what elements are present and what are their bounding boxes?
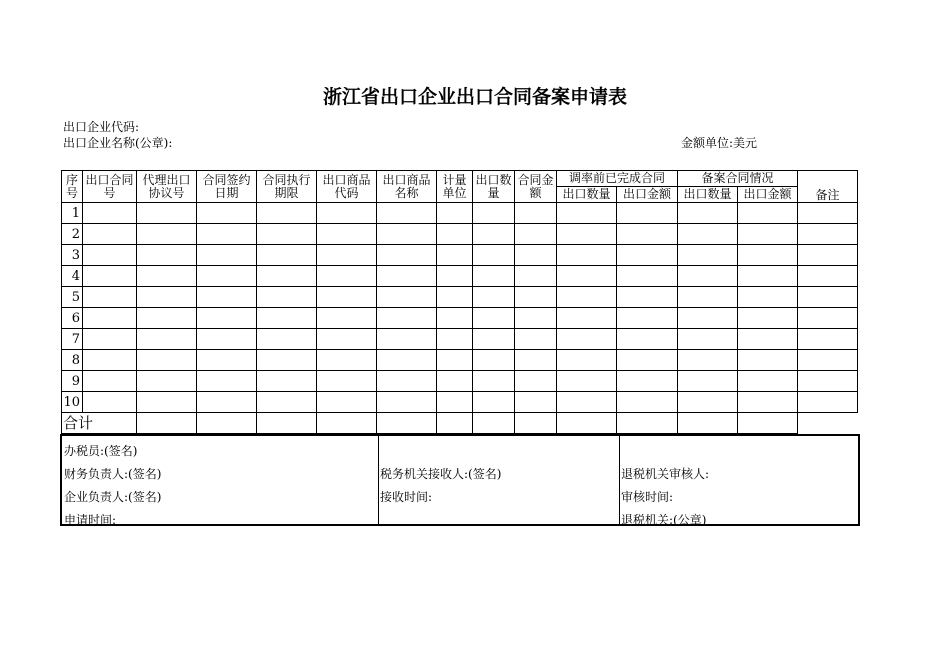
- table-cell[interactable]: [557, 203, 617, 224]
- header-goods-name: 出口商品名称: [377, 171, 437, 203]
- table-cell[interactable]: [437, 392, 473, 413]
- table-row: [62, 371, 858, 392]
- header-group-record: 备案合同情况: [678, 171, 798, 187]
- table-cell[interactable]: [257, 308, 317, 329]
- header-goods-code: 出口商品代码: [317, 171, 377, 203]
- table-cell[interactable]: [557, 329, 617, 350]
- header-exec-period: 合同执行期限: [257, 171, 317, 203]
- header-group-before: 调率前已完成合同: [557, 171, 678, 187]
- row-number: 7: [62, 329, 83, 350]
- table-cell[interactable]: [317, 329, 377, 350]
- header-unit: 计量单位: [437, 171, 473, 203]
- table-cell[interactable]: [317, 224, 377, 245]
- header-amount: 合同金额: [515, 171, 557, 203]
- table-cell[interactable]: [437, 224, 473, 245]
- table-cell[interactable]: [678, 266, 738, 287]
- table-cell[interactable]: [678, 245, 738, 266]
- table-cell[interactable]: [473, 203, 515, 224]
- table-cell[interactable]: [473, 371, 515, 392]
- table-cell[interactable]: [678, 392, 738, 413]
- signature-section: [60, 434, 860, 526]
- row-number: 8: [62, 350, 83, 371]
- table-cell[interactable]: [473, 224, 515, 245]
- header-remarks: 备注: [798, 171, 858, 203]
- table-cell[interactable]: [197, 203, 257, 224]
- table-cell[interactable]: [798, 266, 858, 287]
- table-cell[interactable]: [473, 287, 515, 308]
- company-head-label: 企业负责人:(签名): [64, 490, 162, 504]
- table-cell[interactable]: [678, 224, 738, 245]
- table-cell[interactable]: [738, 224, 798, 245]
- table-cell[interactable]: [83, 245, 137, 266]
- table-cell[interactable]: [257, 392, 317, 413]
- signature-col-refund-office: [619, 436, 858, 527]
- table-cell[interactable]: [617, 392, 678, 413]
- table-cell[interactable]: [317, 245, 377, 266]
- table-cell[interactable]: [678, 329, 738, 350]
- table-cell[interactable]: [798, 287, 858, 308]
- table-cell[interactable]: [617, 266, 678, 287]
- table-cell[interactable]: [678, 413, 738, 434]
- refund-reviewer-label: 退税机关审核人:: [621, 467, 710, 481]
- table-cell[interactable]: [257, 245, 317, 266]
- table-cell[interactable]: [617, 329, 678, 350]
- table-row: [62, 245, 858, 266]
- table-cell[interactable]: [137, 266, 197, 287]
- table-cell[interactable]: [515, 350, 557, 371]
- table-cell[interactable]: [377, 224, 437, 245]
- table-cell[interactable]: [617, 245, 678, 266]
- table-cell[interactable]: [257, 371, 317, 392]
- table-cell[interactable]: [798, 329, 858, 350]
- table-cell[interactable]: [83, 266, 137, 287]
- table-cell[interactable]: [798, 245, 858, 266]
- table-cell[interactable]: [377, 266, 437, 287]
- table-cell[interactable]: [798, 371, 858, 392]
- company-name-label: 出口企业名称(公章):: [63, 136, 173, 150]
- table-cell[interactable]: [738, 350, 798, 371]
- table-cell[interactable]: [317, 371, 377, 392]
- table-cell[interactable]: [738, 329, 798, 350]
- form-title: 浙江省出口企业出口合同备案申请表: [322, 86, 627, 108]
- table-cell[interactable]: [197, 413, 257, 434]
- table-cell[interactable]: [377, 413, 437, 434]
- table-cell[interactable]: [83, 329, 137, 350]
- table-cell[interactable]: [617, 308, 678, 329]
- total-row: [62, 413, 858, 434]
- table-cell[interactable]: [377, 203, 437, 224]
- header-record-export-amt: 出口金额: [738, 187, 798, 203]
- receive-time-label: 接收时间:: [380, 490, 433, 504]
- table-cell[interactable]: [437, 413, 473, 434]
- table-cell[interactable]: [798, 308, 858, 329]
- table-cell[interactable]: [738, 245, 798, 266]
- table-cell[interactable]: [377, 245, 437, 266]
- row-number: 2: [62, 224, 83, 245]
- table-cell[interactable]: [137, 203, 197, 224]
- table-cell[interactable]: [557, 266, 617, 287]
- table-cell[interactable]: [137, 308, 197, 329]
- table-cell[interactable]: [738, 266, 798, 287]
- table-cell[interactable]: [437, 329, 473, 350]
- table-cell[interactable]: [678, 371, 738, 392]
- table-cell[interactable]: [257, 266, 317, 287]
- table-cell[interactable]: [515, 308, 557, 329]
- table-cell[interactable]: [317, 287, 377, 308]
- table-cell[interactable]: [437, 350, 473, 371]
- table-cell[interactable]: [473, 329, 515, 350]
- table-cell[interactable]: [617, 350, 678, 371]
- contract-table: [61, 170, 858, 434]
- tax-clerk-label: 办税员:(签名): [64, 444, 138, 458]
- table-cell[interactable]: [437, 371, 473, 392]
- table-cell[interactable]: [557, 245, 617, 266]
- header-agency-no: 代理出口协议号: [137, 171, 197, 203]
- row-number: 1: [62, 203, 83, 224]
- table-cell[interactable]: [515, 329, 557, 350]
- table-cell[interactable]: [257, 413, 317, 434]
- table-cell[interactable]: [137, 287, 197, 308]
- table-cell[interactable]: [515, 245, 557, 266]
- table-cell[interactable]: [515, 266, 557, 287]
- header-row-1: [62, 171, 858, 187]
- table-cell[interactable]: [437, 203, 473, 224]
- table-cell[interactable]: [377, 308, 437, 329]
- table-cell[interactable]: [557, 287, 617, 308]
- table-cell[interactable]: [137, 371, 197, 392]
- table-cell[interactable]: [197, 392, 257, 413]
- table-cell[interactable]: [557, 350, 617, 371]
- table-cell[interactable]: [738, 287, 798, 308]
- table-cell[interactable]: [257, 287, 317, 308]
- table-cell[interactable]: [83, 350, 137, 371]
- table-cell[interactable]: [437, 245, 473, 266]
- table-cell[interactable]: [83, 287, 137, 308]
- table-cell[interactable]: [137, 413, 197, 434]
- table-cell[interactable]: [798, 203, 858, 224]
- table-cell[interactable]: [137, 245, 197, 266]
- row-number: 4: [62, 266, 83, 287]
- table-cell[interactable]: [557, 392, 617, 413]
- currency-unit-label: 金额单位:美元: [681, 136, 758, 150]
- table-cell[interactable]: [738, 308, 798, 329]
- table-row: [62, 308, 858, 329]
- table-cell[interactable]: [557, 308, 617, 329]
- table-cell[interactable]: [473, 308, 515, 329]
- table-cell[interactable]: [738, 392, 798, 413]
- signature-col-applicant: [62, 436, 379, 527]
- row-number: 9: [62, 371, 83, 392]
- refund-office-seal-label: 退税机关:(公章): [621, 513, 707, 527]
- table-cell[interactable]: [197, 287, 257, 308]
- row-number: 5: [62, 287, 83, 308]
- table-cell[interactable]: [617, 371, 678, 392]
- table-cell[interactable]: [377, 392, 437, 413]
- table-cell[interactable]: [473, 266, 515, 287]
- table-cell[interactable]: [83, 224, 137, 245]
- table-cell[interactable]: [197, 266, 257, 287]
- table-cell[interactable]: [678, 287, 738, 308]
- table-cell[interactable]: [257, 350, 317, 371]
- table-cell[interactable]: [83, 392, 137, 413]
- table-cell[interactable]: [738, 203, 798, 224]
- table-cell[interactable]: [137, 392, 197, 413]
- table-cell[interactable]: [738, 413, 798, 434]
- table-cell[interactable]: [83, 308, 137, 329]
- header-seq: 序号: [62, 171, 83, 203]
- table-row: [62, 224, 858, 245]
- table-cell[interactable]: [617, 224, 678, 245]
- table-cell[interactable]: [197, 350, 257, 371]
- table-cell[interactable]: [557, 224, 617, 245]
- table-cell[interactable]: [137, 224, 197, 245]
- table-cell[interactable]: [473, 413, 515, 434]
- table-cell[interactable]: [317, 392, 377, 413]
- header-sign-date: 合同签约日期: [197, 171, 257, 203]
- table-cell[interactable]: [515, 287, 557, 308]
- table-cell[interactable]: [473, 350, 515, 371]
- table-cell[interactable]: [83, 371, 137, 392]
- table-cell[interactable]: [257, 224, 317, 245]
- header-contract-no: 出口合同号: [83, 171, 137, 203]
- finance-head-label: 财务负责人:(签名): [64, 467, 162, 481]
- company-code-label: 出口企业代码:: [63, 120, 140, 134]
- tax-receiver-label: 税务机关接收人:(签名): [380, 467, 502, 481]
- signature-col-tax-office: [378, 436, 620, 524]
- table-row: [62, 392, 858, 413]
- table-cell[interactable]: [257, 329, 317, 350]
- table-cell[interactable]: [437, 287, 473, 308]
- table-cell[interactable]: [515, 413, 557, 434]
- table-cell[interactable]: [678, 203, 738, 224]
- table-cell[interactable]: [317, 413, 377, 434]
- table-cell[interactable]: [515, 224, 557, 245]
- table-cell[interactable]: [798, 350, 858, 371]
- row-number: 10: [62, 392, 83, 413]
- table-cell[interactable]: [317, 350, 377, 371]
- table-cell[interactable]: [317, 203, 377, 224]
- table-cell[interactable]: [377, 287, 437, 308]
- table-cell[interactable]: [738, 371, 798, 392]
- header-quantity: 出口数量: [473, 171, 515, 203]
- table-cell[interactable]: [377, 329, 437, 350]
- review-time-label: 审核时间:: [621, 490, 674, 504]
- table-cell[interactable]: [798, 224, 858, 245]
- table-cell[interactable]: [515, 392, 557, 413]
- table-cell[interactable]: [473, 245, 515, 266]
- table-cell[interactable]: [557, 413, 617, 434]
- table-cell[interactable]: [617, 413, 678, 434]
- table-cell[interactable]: [317, 266, 377, 287]
- table-cell[interactable]: [515, 203, 557, 224]
- table-cell[interactable]: [377, 350, 437, 371]
- table-cell[interactable]: [678, 308, 738, 329]
- total-label: 合计: [62, 413, 137, 434]
- header-before-export-amt: 出口金额: [617, 187, 678, 203]
- table-cell[interactable]: [137, 350, 197, 371]
- header-record-export-qty: 出口数量: [678, 187, 738, 203]
- table-row: [62, 350, 858, 371]
- table-cell[interactable]: [197, 371, 257, 392]
- row-number: 3: [62, 245, 83, 266]
- table-cell[interactable]: [317, 308, 377, 329]
- table-cell[interactable]: [377, 371, 437, 392]
- table-cell[interactable]: [798, 392, 858, 413]
- table-row: [62, 203, 858, 224]
- table-cell[interactable]: [83, 203, 137, 224]
- table-row: [62, 266, 858, 287]
- table-cell[interactable]: [197, 224, 257, 245]
- table-cell[interactable]: [257, 203, 317, 224]
- table-row: [62, 329, 858, 350]
- table-cell[interactable]: [197, 308, 257, 329]
- table-cell[interactable]: [197, 329, 257, 350]
- table-row: [62, 287, 858, 308]
- header-before-export-qty: 出口数量: [557, 187, 617, 203]
- apply-time-label: 申请时间:: [64, 513, 117, 527]
- table-cell[interactable]: [197, 245, 257, 266]
- table-cell[interactable]: [473, 392, 515, 413]
- table-cell[interactable]: [515, 371, 557, 392]
- table-cell[interactable]: [437, 308, 473, 329]
- table-cell[interactable]: [617, 287, 678, 308]
- table-cell[interactable]: [557, 371, 617, 392]
- table-cell[interactable]: [437, 266, 473, 287]
- table-cell[interactable]: [617, 203, 678, 224]
- row-number: 6: [62, 308, 83, 329]
- table-cell[interactable]: [678, 350, 738, 371]
- table-cell[interactable]: [137, 329, 197, 350]
